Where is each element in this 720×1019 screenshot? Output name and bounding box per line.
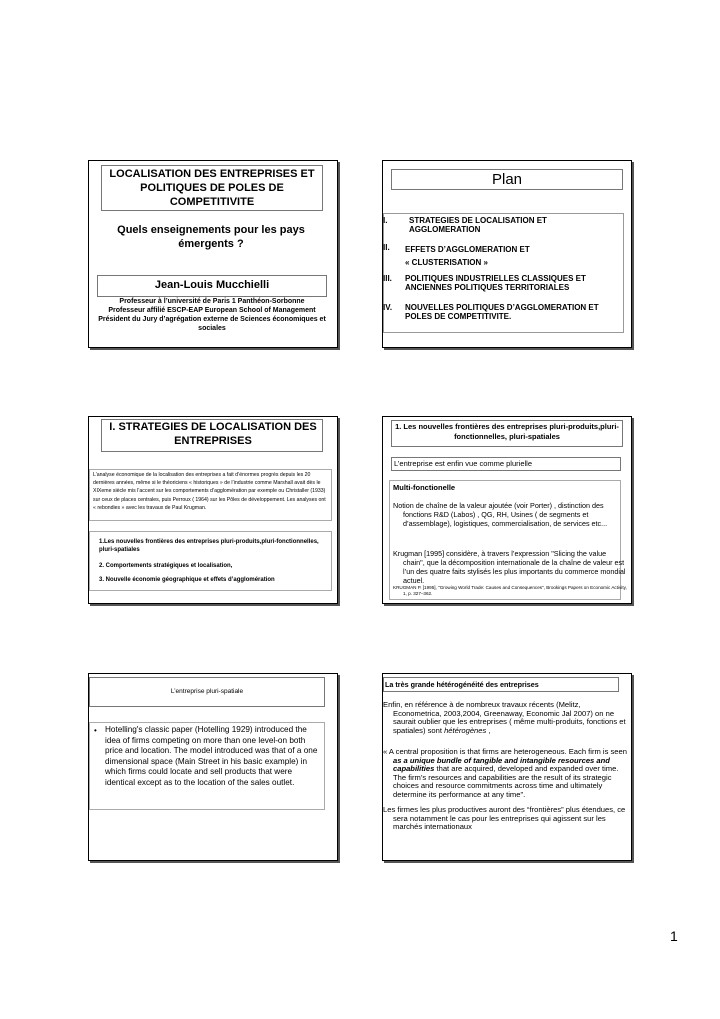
slide-3-title: I. STRATEGIES DE LOCALISATION DES ENTREPRISES xyxy=(109,421,317,447)
slide-6-para-2-c: that are acquired, developed and expanded over time. The firm’s resources and capabilities are the result of its strategic choices and resource commitments across time and ultimately determine its performance at any time". xyxy=(393,764,619,799)
plan-title: Plan xyxy=(491,171,523,188)
slide-5-title: L’entreprise pluri-spatiale xyxy=(170,688,244,695)
slide-6-para-2-a: « A central proposition is that firms are heterogeneous. Each firm is seen xyxy=(383,747,627,756)
plan-item-3-text: POLITIQUES INDUSTRIELLES CLASSIQUES ET ANCIENNES POLITIQUES TERRITORIALES xyxy=(405,274,586,292)
slide-4-para-2: Krugman [1995] considère, à travers l’expression "Slicing the value chain", que la décomposition internationale de la chaîne de valeur est l’un des quatre faits stylisés les plus importants du commerce mondial actuel. xyxy=(393,549,626,585)
slide-6-para-1 xyxy=(383,701,629,735)
slide-3-intro: L’analyse économique de la localisation des entreprises a fait d’énormes progrès depuis les 20 dernières années, même si le théoriciens « historiques » de l’industrie comme Marshall avait dès le XIXeme siècle mis l’accent sur les comportements d’agglomération par exemple ou Christaller (1933) sur ceux de places centrales, puis Perroux ( 1964) sur les Pôles de développement. Les analyses ont « rebondies » avec les travaux de Paul Krugman. xyxy=(93,472,326,511)
slide-4 xyxy=(382,416,632,604)
plan-item-3 xyxy=(383,274,623,296)
slide-4-para-1: Notion de chaîne de la valeur ajoutée (voir Porter) , distinction des fonctions R&D (Labos) , QG, RH, Usines ( de segments et d’assemblage), logistiques, commercialisation, de services etc... xyxy=(393,501,608,528)
slide-1-subtitle: Quels enseignements pour les pays émergents ? xyxy=(117,224,305,250)
plan-item-2-text: EFFETS D’AGGLOMERATION ET « CLUSTERISATION » xyxy=(405,245,530,267)
plan-item-2-num: II. xyxy=(383,243,390,252)
plan-item-1-num: I. xyxy=(383,216,388,225)
slide-5 xyxy=(88,673,338,861)
slide-6-para-3: Les firmes les plus productives auront des “frontières” plus étendues, ce sera notamment le cas pour les entreprises qui agissent sur les marchés internationaux xyxy=(383,805,626,832)
slide-6-para-2 xyxy=(383,748,629,800)
plural-text: L’entreprise est enfin vue comme plurielle xyxy=(394,459,532,468)
plan-item-2 xyxy=(383,243,623,265)
slide-1 xyxy=(88,160,338,348)
slide-6 xyxy=(382,673,632,861)
slide-4-reference: KRUGMAN P. [1995], "Growing World Trade: Causes and Consequences", Brookings Papers on Economic Activity, 1, p. 327–362. xyxy=(393,585,627,596)
multifonction-heading: Multi-fonctionelle xyxy=(393,483,456,492)
plan-item-3-num: III. xyxy=(383,274,392,283)
slide-6-para-1-a: Enfin, en référence à de nombreux travaux récents (Melitz, Econometrica, 2003,2004, Greenaway, Economic Jal 2007) on ne saurait oublier que les entreprises ( même multi-produits, fonctions et spatiales) sont xyxy=(383,700,626,735)
author-affiliation-3: Président du Jury d’agrégation externe de Sciences économiques et sociales xyxy=(98,316,326,332)
author-affiliation-2: Professeur affilié ESCP-EAP European School of Management xyxy=(108,307,316,314)
slide-3-list-item-3: 3. Nouvelle économie géographique et effets d’agglomération xyxy=(99,577,275,583)
page-number: 1 xyxy=(670,928,678,944)
slide-6-para-2-emph: as a unique bundle of tangible and intangible resources and capabilities xyxy=(393,755,610,774)
slide-6-para-1-c: , xyxy=(486,725,491,735)
bullet-icon: • xyxy=(94,726,97,735)
author-name: Jean-Louis Mucchielli xyxy=(154,279,270,291)
plan-item-1 xyxy=(383,216,623,238)
slide-6-title: La très grande hétérogénéité des entreprises xyxy=(385,680,539,689)
slide-1-title: LOCALISATION DES ENTREPRISES ET POLITIQUES DE POLES DE COMPETITIVITE xyxy=(109,168,315,208)
plan-item-4-num: IV. xyxy=(383,303,393,312)
plan-item-4-text: NOUVELLES POLITIQUES D’AGGLOMERATION ET POLES DE COMPETITIVITE. xyxy=(405,303,599,321)
plan-item-1-text: STRATEGIES DE LOCALISATION ET AGGLOMERATION xyxy=(409,216,547,234)
slide-3 xyxy=(88,416,338,604)
plan-item-4 xyxy=(383,303,623,325)
slide-4-title: 1. Les nouvelles frontières des entreprises pluri-produits,pluri-fonctionnelles, pluri-spatiales xyxy=(395,422,619,441)
slide-6-para-1-emph: hétérogènes xyxy=(444,725,487,735)
slide-5-bullet-text: Hotelling's classic paper (Hotelling 1929) introduced the idea of firms competing on more than one level-on both price and location. The model introduced was that of a one dimensional space (Main Street in his basic example) in which firms could locate and sell products that were identical except as to the location of the sales outlet. xyxy=(105,725,318,787)
slide-2 xyxy=(382,160,632,348)
slide-3-list-item-1: 1.Les nouvelles frontières des entreprises pluri-produits,pluri-fonctionnelles, pluri-spatiales xyxy=(99,539,319,553)
slide-3-list-item-2: 2. Comportements stratégiques et localisation, xyxy=(99,563,233,569)
author-affiliation-1: Professeur à l’université de Paris 1 Panthéon-Sorbonne xyxy=(119,298,305,305)
